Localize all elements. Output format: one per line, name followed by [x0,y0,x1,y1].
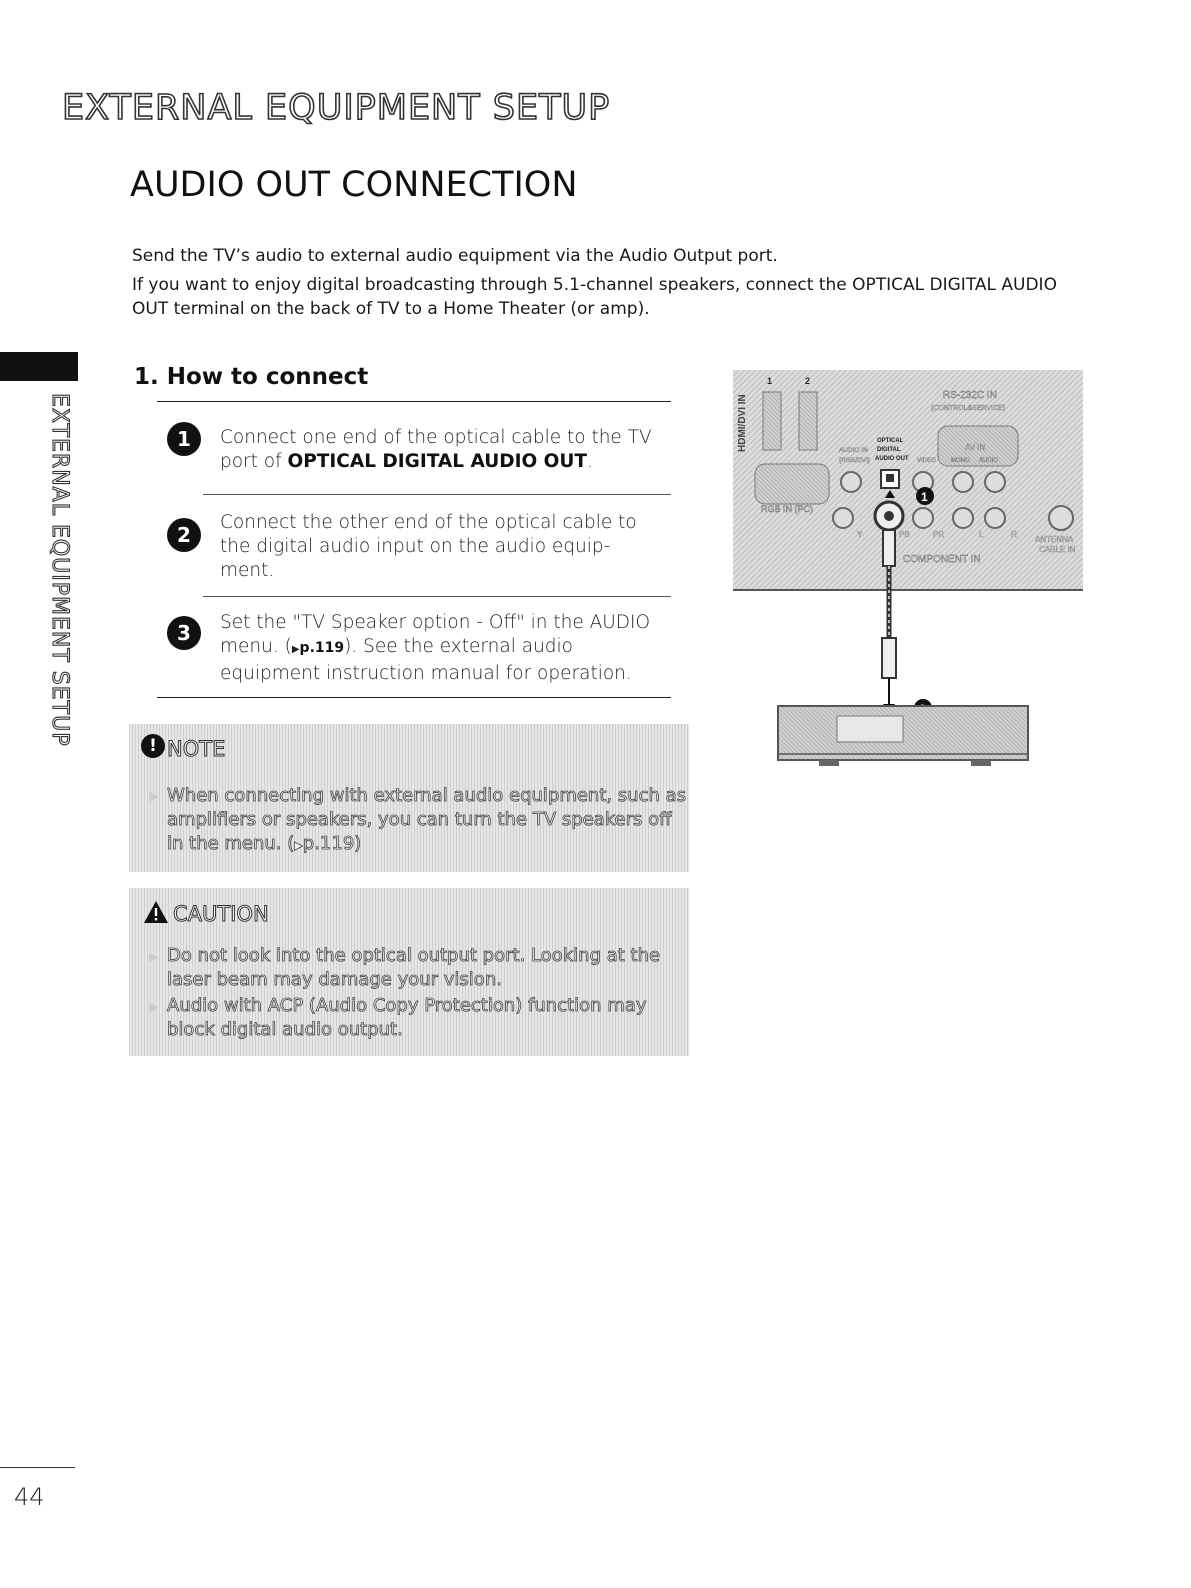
note-title: NOTE [167,737,226,761]
note-icon: ! [141,734,165,758]
audio-in-jack [841,472,861,492]
av-in-label: AV IN [965,443,986,452]
step-divider [203,596,671,597]
component-pr-jack [913,508,933,528]
bullet-arrow-icon: ▶ [149,1000,159,1015]
how-to-connect-title: 1. How to connect [134,364,369,390]
component-l-jack [953,508,973,528]
note-text: When connecting with external audio equipment, such as amplifiers or speakers, you can turn the TV speakers off in the menu. (▶p.119) [167,785,687,854]
cable-top-connector [883,530,895,566]
antenna-jack [1049,506,1073,530]
step-3-number: 3 [167,616,201,650]
pb-label: PB [899,530,910,539]
component-r-jack [985,508,1005,528]
section-rule-top [157,401,671,402]
pr-label: PR [933,530,945,539]
note-box [129,724,689,872]
hdmi-2-label: 2 [805,376,811,386]
intro-line-2: If you want to enjoy digital broadcasting through 5.1-channel speakers, connect the OPTICAL DIGITAL AUDIO OUT terminal on the back of TV to a Home Theater (or amp). [132,275,1057,319]
l-label: L [979,530,984,539]
side-tab-marker [0,352,78,381]
audio-in-label: AUDIO IN [839,447,868,454]
mono-label: MONO [951,458,970,464]
r-label: R [1011,530,1017,539]
step-1-number: 1 [167,422,201,456]
component-y-jack [833,508,853,528]
rgb-port [755,464,829,504]
audio-out-label: AUDIO OUT [875,456,909,462]
step-1-text: Connect one end of the optical cable to the TV port of OPTICAL DIGITAL AUDIO OUT. [220,427,652,472]
step-2-text: Connect the other end of the optical cable to the digital audio input on the audio equip-ment. [220,512,637,581]
rgb-in-label: RGB IN (PC) [761,504,814,514]
bullet-arrow-icon: ▶ [149,950,159,965]
video-label: VIDEO [917,458,936,464]
bullet-arrow-icon: ▶ [149,789,159,804]
hdmi-1-label: 1 [767,376,773,386]
chapter-title: EXTERNAL EQUIPMENT SETUP [62,88,611,128]
rs232-sub-label: (CONTROL&SERVICE) [931,405,1006,412]
side-chapter-label: EXTERNAL EQUIPMENT SETUP [47,393,72,747]
component-in-label: COMPONENT IN [903,554,981,565]
caution-box [129,888,689,1056]
hdmi-port-1 [763,392,781,450]
y-label: Y [857,530,863,539]
connection-diagram [733,370,1083,780]
section-rule-bottom [157,697,671,698]
av-audio-r-jack [985,472,1005,492]
page-number: 44 [14,1483,45,1511]
caution-item-1: Do not look into the optical output port. Looking at the laser beam may damage your vision. [167,945,661,990]
hdmi-label: HDMI/DVI IN [737,394,748,452]
av-audio-l-jack [953,472,973,492]
caution-title: CAUTION [173,902,269,926]
optical-label: OPTICAL [877,438,904,444]
footer-rule [0,1467,75,1468]
caution-item-2: Audio with ACP (Audio Copy Protection) function may block digital audio output. [167,995,647,1040]
rs232-label: RS-232C IN [943,390,997,401]
intro-line-1: Send the TV’s audio to external audio equipment via the Audio Output port. [132,246,778,266]
step-3-text: Set the "TV Speaker option - Off" in the AUDIO menu. (▶p.119). See the external audio equipment instruction manual for operation. [220,612,651,684]
digital-label: DIGITAL [877,447,901,453]
cable-in-label: CABLE IN [1039,545,1076,554]
hdmi-port-2 [799,392,817,450]
cable-bottom-connector [882,638,896,678]
warning-triangle-icon [143,900,169,928]
audio-in-sub-label: (RGB/DVI) [839,457,871,464]
section-title: AUDIO OUT CONNECTION [130,165,578,205]
step-divider [203,494,671,495]
antenna-label: ANTENNA [1035,535,1074,544]
step-2-number: 2 [167,518,201,552]
marker-1-label: 1 [921,490,928,504]
audio-label: AUDIO [979,458,999,464]
